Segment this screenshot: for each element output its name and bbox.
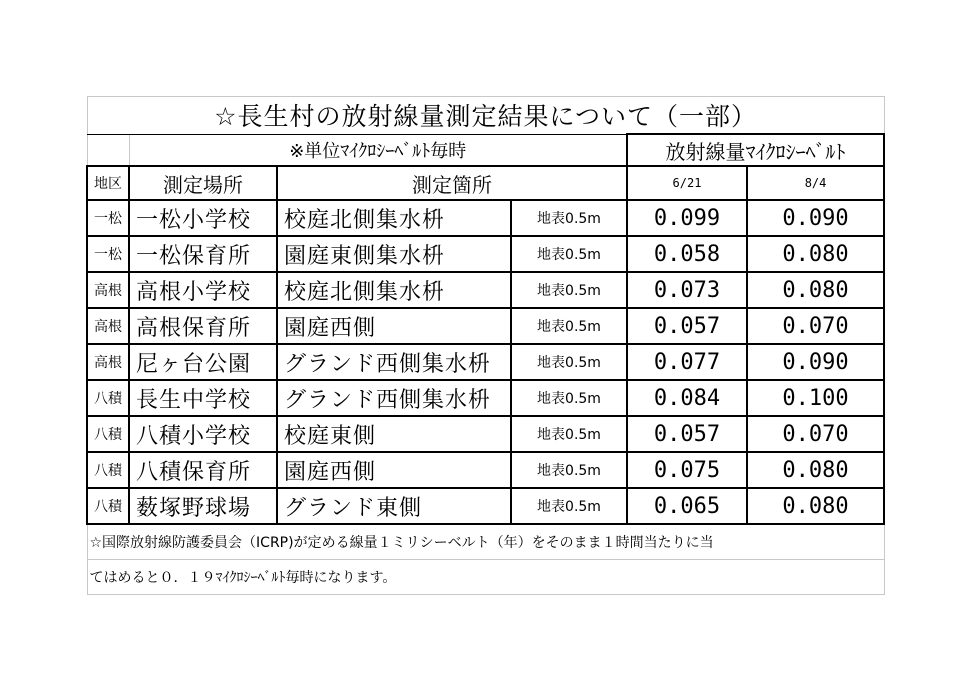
area-cell: 高根 (87, 308, 129, 344)
area-cell: 八積 (87, 452, 129, 488)
place-cell: 八積保育所 (129, 452, 277, 488)
note-line-2: てはめると０．１９ﾏｲｸﾛｼｰﾍﾞﾙﾄ毎時になります。 (87, 560, 884, 595)
location-cell: グランド西側集水枡 (277, 344, 511, 380)
value-6-21-cell: 0.075 (627, 452, 747, 488)
header-date-2: 8/4 (747, 166, 884, 200)
header-area: 地区 (87, 166, 129, 200)
location-cell: グランド西側集水枡 (277, 380, 511, 416)
table-row (87, 272, 884, 308)
place-cell: 尼ヶ台公園 (129, 344, 277, 380)
value-8-4-cell: 0.070 (747, 308, 884, 344)
location-cell: 校庭北側集水枡 (277, 272, 511, 308)
value-6-21-cell: 0.077 (627, 344, 747, 380)
value-6-21-cell: 0.057 (627, 416, 747, 452)
value-6-21-cell: 0.058 (627, 236, 747, 272)
place-cell: 長生中学校 (129, 380, 277, 416)
unit-label: ※単位ﾏｲｸﾛｼｰﾍﾞﾙﾄ毎時 (129, 134, 627, 166)
value-6-21-cell: 0.084 (627, 380, 747, 416)
table-row (87, 416, 884, 452)
area-cell: 一松 (87, 236, 129, 272)
value-8-4-cell: 0.090 (747, 344, 884, 380)
location-cell: 園庭西側 (277, 308, 511, 344)
page-title: ☆長生村の放射線量測定結果について（一部） (87, 97, 884, 135)
location-cell: 園庭東側集水枡 (277, 236, 511, 272)
table-row (87, 344, 884, 380)
note-line-1: ☆国際放射線防護委員会（ICRP)が定める線量１ミリシーベルト（年）をそのまま１時間当たりに当 (87, 524, 884, 560)
header-date-1: 6/21 (627, 166, 747, 200)
table-row (87, 200, 884, 236)
table-row (87, 452, 884, 488)
dose-header: 放射線量ﾏｲｸﾛｼｰﾍﾞﾙﾄ (627, 134, 884, 166)
location-cell: 園庭西側 (277, 452, 511, 488)
table-row (87, 488, 884, 524)
height-cell: 地表0.5m (511, 272, 627, 308)
area-cell: 八積 (87, 488, 129, 524)
value-8-4-cell: 0.080 (747, 272, 884, 308)
value-8-4-cell: 0.080 (747, 452, 884, 488)
value-8-4-cell: 0.080 (747, 488, 884, 524)
results-table (86, 96, 885, 595)
value-8-4-cell: 0.070 (747, 416, 884, 452)
height-cell: 地表0.5m (511, 380, 627, 416)
location-cell: グランド東側 (277, 488, 511, 524)
value-8-4-cell: 0.080 (747, 236, 884, 272)
place-cell: 八積小学校 (129, 416, 277, 452)
place-cell: 薮塚野球場 (129, 488, 277, 524)
value-6-21-cell: 0.065 (627, 488, 747, 524)
height-cell: 地表0.5m (511, 416, 627, 452)
value-6-21-cell: 0.057 (627, 308, 747, 344)
location-cell: 校庭北側集水枡 (277, 200, 511, 236)
place-cell: 一松小学校 (129, 200, 277, 236)
height-cell: 地表0.5m (511, 452, 627, 488)
header-location: 測定箇所 (277, 166, 627, 200)
table-row (87, 380, 884, 416)
location-cell: 校庭東側 (277, 416, 511, 452)
area-cell: 八積 (87, 380, 129, 416)
value-8-4-cell: 0.100 (747, 380, 884, 416)
place-cell: 一松保育所 (129, 236, 277, 272)
table-row (87, 308, 884, 344)
value-6-21-cell: 0.099 (627, 200, 747, 236)
area-cell: 高根 (87, 344, 129, 380)
height-cell: 地表0.5m (511, 200, 627, 236)
value-8-4-cell: 0.090 (747, 200, 884, 236)
header-place: 測定場所 (129, 166, 277, 200)
height-cell: 地表0.5m (511, 344, 627, 380)
place-cell: 高根保育所 (129, 308, 277, 344)
height-cell: 地表0.5m (511, 308, 627, 344)
area-cell: 高根 (87, 272, 129, 308)
results-sheet (86, 96, 883, 586)
area-cell: 一松 (87, 200, 129, 236)
table-row (87, 236, 884, 272)
height-cell: 地表0.5m (511, 236, 627, 272)
area-cell: 八積 (87, 416, 129, 452)
value-6-21-cell: 0.073 (627, 272, 747, 308)
height-cell: 地表0.5m (511, 488, 627, 524)
place-cell: 高根小学校 (129, 272, 277, 308)
